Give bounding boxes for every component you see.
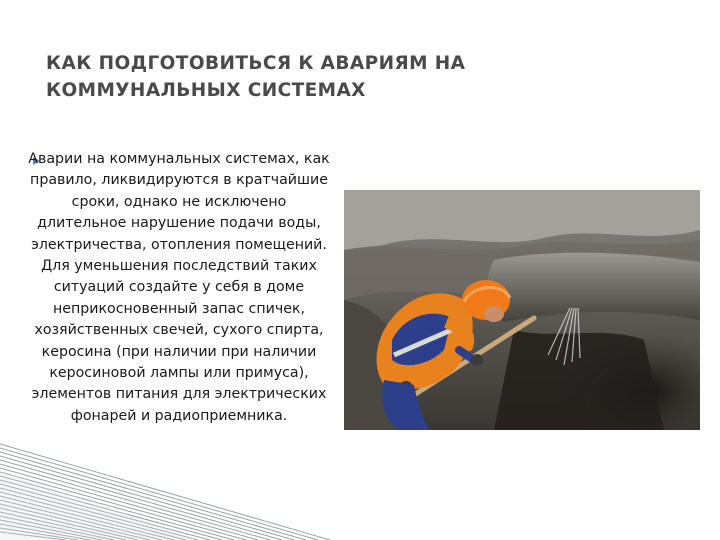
corner-line-decoration: [0, 440, 330, 540]
bullet-text: Аварии на коммунальных системах, как правило, ликвидируются в кратчайшие сроки, однако не исключено длительное нарушение подачи воды, электричества, отопления помещений. Для уменьшения последствий таких ситуаций создайте у себя в доме неприкосновенный запас спичек, хозяйственных свечей, сухого спирта, керосина (при наличии при наличии керосиновой лампы или примуса), элементов питания для электрических фонарей и радиоприемника.: [28, 151, 330, 424]
slide-title: КАК ПОДГОТОВИТЬСЯ К АВАРИЯМ НА КОММУНАЛЬНЫХ СИСТЕМАХ: [46, 53, 466, 101]
worker-digging-photo: [344, 190, 700, 430]
